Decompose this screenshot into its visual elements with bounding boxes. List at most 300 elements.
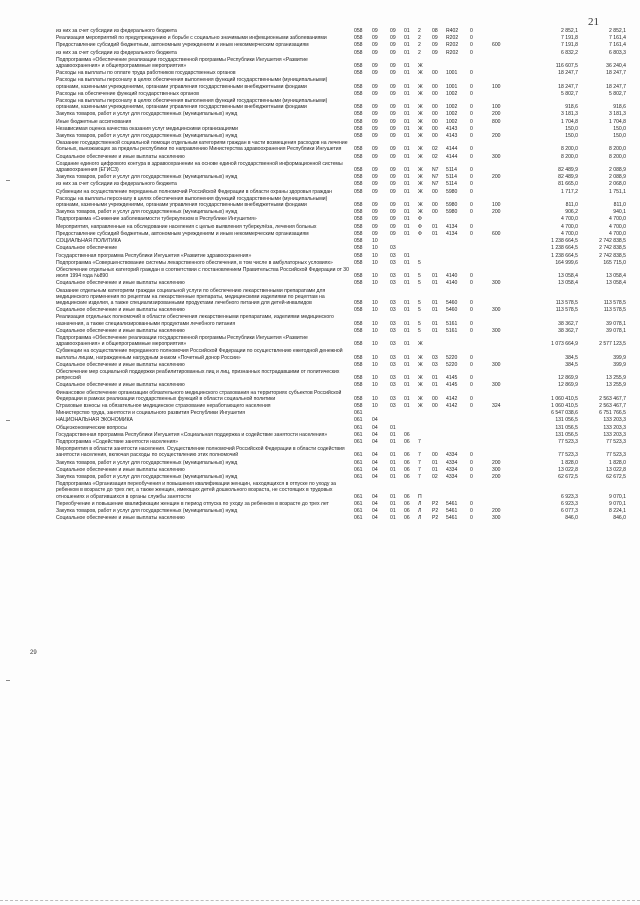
amount-year-1: 150,0 (565, 133, 578, 140)
table-row (56, 231, 626, 238)
code-segment: Ж (418, 133, 423, 140)
code-segment: Ж (418, 402, 423, 409)
table-row (56, 253, 626, 260)
code-segment (418, 238, 432, 244)
row-budget-code (354, 111, 522, 117)
code-segment: 09 (390, 83, 396, 90)
code-segment: 06 (404, 474, 410, 480)
code-segment: Ж (418, 188, 423, 195)
row-budget-code (354, 260, 522, 266)
amount-year-1: 6 832,2 (561, 49, 578, 56)
code-segment: 100 (492, 83, 501, 90)
amount-year-2: 2 563 467,7 (599, 395, 626, 402)
code-segment: 09 (372, 83, 378, 90)
code-segment: 01 (432, 327, 438, 334)
code-segment (432, 417, 446, 423)
row-description: Закупка товаров, работ и услуг для государственных (муниципальных) нужд (56, 508, 238, 515)
code-segment: 5 (418, 320, 421, 327)
row-description: НАЦИОНАЛЬНАЯ ЭКОНОМИКА (56, 417, 133, 424)
row-budget-code (354, 382, 522, 388)
code-segment (432, 494, 446, 500)
row-description: Подпрограмма «Обеспечение реализации государственной программы Республики Ингушетия «Развитие здравоохранения» и общепрограммные мероприятия» (56, 334, 308, 348)
code-segment: 10 (372, 259, 378, 266)
code-segment (492, 91, 514, 97)
code-segment: 09 (390, 28, 396, 34)
code-segment: 04 (372, 515, 378, 522)
code-segment: P2 (432, 500, 439, 507)
code-segment: 061 (354, 508, 363, 515)
code-segment: 09 (390, 111, 396, 118)
code-segment: 061 (354, 493, 363, 500)
code-segment: 058 (354, 361, 363, 368)
code-segment: P2 (432, 508, 439, 515)
code-segment: 04 (372, 466, 378, 473)
code-segment (404, 417, 418, 423)
row-budget-code (354, 300, 522, 306)
code-segment: 0 (470, 508, 473, 515)
code-segment (470, 238, 492, 244)
amount-year-2: 2 088,9 (609, 174, 626, 181)
amount-year-2: 2 577 123,5 (599, 341, 626, 348)
code-segment: R202 (446, 35, 459, 42)
code-segment: 09 (432, 42, 438, 49)
amount-year-1: 77 523,3 (558, 438, 578, 445)
row-budget-code (354, 154, 522, 160)
row-budget-code (354, 174, 522, 180)
code-segment: 08 (432, 28, 438, 34)
code-segment (432, 216, 446, 222)
code-segment (492, 341, 514, 347)
row-budget-code (354, 328, 522, 334)
row-description: Мероприятия в области занятости населения. Осуществление полномочий Российской Федерации в области содействия занятости населения, включая расходы по осуществлению этих полномочий (56, 446, 345, 459)
code-segment: 200 (492, 174, 501, 181)
code-segment: 09 (390, 181, 396, 188)
code-segment: 09 (372, 63, 378, 70)
code-segment: 058 (354, 188, 363, 195)
row-budget-code (354, 70, 522, 76)
table-row (56, 288, 626, 308)
amount-year-1: 1 238 664,5 (551, 238, 578, 245)
amount-year-2: 2 852,1 (609, 28, 626, 34)
code-segment: Ф (418, 216, 422, 223)
code-segment: 09 (432, 49, 438, 56)
code-segment: 0 (470, 70, 473, 77)
code-segment (446, 260, 470, 266)
code-segment: 09 (390, 146, 396, 153)
table-row (56, 42, 626, 49)
table-row (56, 348, 626, 361)
code-segment: 4134 (446, 230, 458, 237)
code-segment: 058 (354, 202, 363, 209)
code-segment: 03 (390, 361, 396, 368)
amount-year-1: 113 578,5 (555, 307, 578, 314)
row-budget-code (354, 375, 522, 381)
code-segment: 04 (372, 459, 378, 466)
code-segment: 0 (470, 111, 473, 118)
row-description: Закупка товаров, работ и услуг для государственных (муниципальных) нужд (56, 459, 238, 466)
row-description: Государственная программа Республики Ингушетия «Социальная поддержка и содействие занятости населения» (56, 431, 328, 438)
code-segment: 09 (390, 174, 396, 181)
code-segment: 058 (354, 354, 363, 361)
code-segment: 00 (432, 111, 438, 118)
code-segment (492, 375, 514, 381)
amount-year-1: 2 852,1 (561, 28, 578, 34)
amount-year-1: 164 999,6 (555, 259, 578, 266)
amount-year-1: 150,0 (565, 125, 578, 132)
code-segment (432, 245, 446, 251)
amount-year-2: 8 200,0 (609, 146, 626, 153)
amount-year-1: 18 247,7 (558, 83, 578, 90)
code-segment: 058 (354, 125, 363, 132)
code-segment: 01 (432, 459, 438, 466)
row-budget-code (354, 508, 522, 514)
row-budget-code (354, 280, 522, 286)
amount-year-1: 6 923,3 (561, 493, 578, 500)
code-segment: 00 (432, 83, 438, 90)
code-segment: 058 (354, 146, 363, 153)
amount-year-2: 6 803,3 (609, 49, 626, 56)
code-segment: 09 (390, 90, 396, 97)
row-description: Обеспечение отдельных категорий граждан в соответствии с постановлением Правительства Российской Федерации от 30 июля 1994 года №890 (56, 266, 349, 280)
row-description: Подпрограмма «Обеспечение реализации государственной программы Республики Ингушетия «Развитие здравоохранения» и общепрограммные мероприятия» (56, 56, 308, 70)
amount-year-1: 113 578,5 (555, 299, 578, 306)
table-row (56, 161, 626, 174)
code-segment: 061 (354, 500, 363, 507)
code-segment: 01 (404, 188, 410, 195)
row-budget-code (354, 467, 522, 473)
row-budget-code (354, 452, 522, 458)
code-segment (492, 126, 514, 132)
code-segment: 02 (432, 474, 438, 480)
code-segment: 01 (404, 375, 410, 382)
row-description: Субвенции на осуществление переданных полномочий Российской Федерации в области охраны здоровья граждан (56, 188, 332, 195)
code-segment (492, 146, 514, 152)
code-segment: 058 (354, 118, 363, 125)
amount-year-1: 77 523,3 (558, 452, 578, 459)
row-budget-code (354, 417, 522, 423)
amount-year-2: 18 247,7 (606, 70, 626, 77)
row-description: Социальное обеспечение и иные выплаты населению (56, 327, 185, 334)
amount-year-1: 6 077,3 (561, 508, 578, 515)
amount-year-2: 1 704,8 (609, 118, 626, 125)
row-budget-code (354, 231, 522, 237)
table-row (56, 515, 626, 522)
code-segment: 04 (372, 474, 378, 480)
code-segment: 09 (372, 118, 378, 125)
code-segment: 100 (492, 104, 501, 111)
code-segment: 01 (404, 223, 410, 230)
code-segment: 04 (372, 417, 378, 424)
amount-year-2: 13 022,8 (606, 466, 626, 473)
table-row (56, 410, 626, 417)
row-budget-code (354, 84, 522, 90)
code-segment: 01 (432, 299, 438, 306)
table-row (56, 91, 626, 98)
code-segment: 09 (372, 230, 378, 237)
code-segment: 0 (470, 146, 473, 153)
code-segment: Ж (418, 90, 423, 97)
code-segment: 0 (470, 188, 473, 195)
amount-year-1: 4 700,0 (561, 230, 578, 237)
code-segment (470, 417, 492, 423)
row-budget-code (354, 355, 522, 361)
code-segment: 04 (372, 431, 378, 438)
table-row (56, 209, 626, 216)
amount-year-1: 918,6 (565, 104, 578, 111)
code-segment: 01 (404, 49, 410, 56)
code-segment: 5980 (446, 188, 458, 195)
code-segment: 01 (404, 382, 410, 389)
code-segment: 01 (404, 395, 410, 402)
code-segment: 01 (390, 452, 396, 459)
amount-year-1: 1 828,0 (561, 459, 578, 466)
row-description: Оказание отдельным категориям граждан социальной услуги по обеспечению лекарственными препаратами для медицинского применения по рецептам на лекарственные препараты, медицинскими изделиями по рецептам на медицинские изделия, а также специализированными продуктами лечебного питания для детей-инвалидов (56, 287, 326, 306)
code-segment: 0 (470, 320, 473, 327)
code-segment: Ж (418, 181, 423, 188)
code-segment: 0 (470, 174, 473, 181)
row-description: из них за счет субсидии из федерального бюджета (56, 181, 177, 188)
row-description: Расходы на выплаты персоналу в целях обеспечения выполнения функций государственными (муниципальными) органами, казенными учреждениями, органами управления государственными внебюджетными фондами (56, 77, 328, 90)
row-description: Реализация мероприятий по предупреждению и борьбе с социально значимыми инфекционными заболеваниями (56, 35, 327, 42)
code-segment: 200 (492, 474, 501, 480)
table-row (56, 189, 626, 196)
code-segment: 058 (354, 83, 363, 90)
code-segment (446, 63, 470, 69)
row-description: Мероприятия, направленные на обследование населения с целью выявления туберкулёза, лечения больных (56, 223, 317, 230)
row-budget-code (354, 35, 522, 41)
table-row (56, 98, 626, 111)
code-segment: 4144 (446, 153, 458, 160)
code-segment: 5980 (446, 202, 458, 209)
code-segment: Ж (418, 341, 423, 348)
amount-year-1: 384,5 (565, 361, 578, 368)
row-description: Субвенции на осуществление переданного полномочия Российской Федерации по осуществлению ежегодной денежной выплаты лицам, награжденным нагрудным знаком «Почетный донор России» (56, 348, 343, 361)
row-description: Подпрограмма «Содействие занятости населения» (56, 438, 179, 445)
code-segment (470, 216, 492, 222)
table-row (56, 216, 626, 223)
code-segment: 09 (390, 63, 396, 70)
code-segment: 03 (390, 341, 396, 348)
row-budget-code (354, 494, 522, 500)
code-segment: 058 (354, 42, 363, 49)
code-segment: N7 (432, 174, 439, 181)
row-description: Расходы на выплаты персоналу в целях обеспечения выполнения функций государственными (муниципальными) органами, казенными учреждениями, органами управления государственными внебюджетными фондами (56, 195, 328, 209)
row-budget-code (354, 28, 522, 34)
code-segment: 09 (372, 111, 378, 118)
amount-year-1: 131 056,5 (555, 417, 578, 424)
amount-year-1: 8 200,0 (561, 153, 578, 160)
code-segment: Ж (418, 63, 423, 70)
code-segment: 09 (372, 216, 378, 223)
code-segment: 061 (354, 466, 363, 473)
code-segment: 01 (404, 280, 410, 287)
code-segment: 01 (404, 209, 410, 216)
table-row (56, 369, 626, 382)
code-segment (492, 35, 514, 41)
margin-tick (6, 680, 10, 681)
code-segment: 01 (432, 466, 438, 473)
row-budget-code (354, 181, 522, 187)
amount-year-1: 131 056,5 (555, 424, 578, 431)
code-segment: Ж (418, 146, 423, 153)
row-description: Закупка товаров, работ и услуг для государственных (муниципальных) нужд (56, 174, 238, 181)
table-row (56, 417, 626, 424)
row-description: Расходы на выплаты персоналу в целях обеспечения выполнения функций государственными (муниципальными) органами, казенными учреждениями, органами управления государственными внебюджетными фондами (56, 98, 328, 111)
amount-year-2: 2 068,0 (609, 181, 626, 188)
code-segment: 058 (354, 395, 363, 402)
code-segment: 10 (372, 375, 378, 382)
amount-year-1: 1 704,8 (561, 118, 578, 125)
code-segment: 0 (470, 474, 473, 480)
code-segment: 5 (418, 273, 421, 280)
amount-year-1: 6 547 038,6 (551, 410, 578, 417)
code-segment (446, 432, 470, 438)
code-segment: 5161 (446, 320, 458, 327)
code-segment: 00 (432, 125, 438, 132)
code-segment: 058 (354, 327, 363, 334)
code-segment: 09 (390, 42, 396, 49)
row-description: Закупка товаров, работ и услуг для государственных (муниципальных) нужд (56, 474, 238, 480)
code-segment (446, 238, 470, 244)
code-segment: 03 (390, 402, 396, 409)
table-row (56, 467, 626, 474)
amount-year-2: 6 751 766,5 (599, 410, 626, 417)
code-segment: 00 (432, 118, 438, 125)
code-segment: 1001 (446, 70, 458, 77)
code-segment: 01 (404, 42, 410, 49)
table-row (56, 390, 626, 403)
amount-year-2: 9 070,1 (609, 500, 626, 507)
table-row (56, 362, 626, 369)
table-row (56, 432, 626, 439)
code-segment: 01 (390, 466, 396, 473)
code-segment (492, 238, 514, 244)
code-segment: 0 (470, 375, 473, 382)
code-segment: 10 (372, 327, 378, 334)
code-segment: 4134 (446, 223, 458, 230)
code-segment: 01 (404, 354, 410, 361)
code-segment: 4334 (446, 466, 458, 473)
amount-year-1: 1 717,2 (561, 188, 578, 195)
amount-year-2: 150,0 (613, 125, 626, 132)
code-segment (492, 300, 514, 306)
code-segment: 01 (404, 181, 410, 188)
amount-year-2: 77 523,3 (606, 452, 626, 459)
code-segment: 5 (418, 299, 421, 306)
code-segment (492, 167, 514, 173)
code-segment: 061 (354, 431, 363, 438)
code-segment: Ж (418, 382, 423, 389)
amount-year-2: 811,0 (613, 202, 626, 209)
row-description: Страховые взносы на обязательное медицинское страхование неработающего населения (56, 402, 271, 409)
code-segment (492, 50, 514, 56)
code-segment: 02 (432, 153, 438, 160)
code-segment: Ж (418, 202, 423, 209)
code-segment: 09 (372, 167, 378, 174)
row-description: Подпрограмма «Организация переобучения и повышения квалификации женщин, находящихся в отпуске по уходу за ребенком в возрасте до трех лет, а также женщин, имеющих детей дошкольного возраста, не состоящих в трудовых отношениях и обратившихся в органы службы занятости (56, 481, 336, 500)
code-segment: 10 (372, 299, 378, 306)
code-segment: 01 (432, 375, 438, 382)
code-segment: 03 (390, 375, 396, 382)
amount-year-2: 39 078,1 (606, 320, 626, 327)
code-segment (470, 494, 492, 500)
code-segment: 5 (418, 259, 421, 266)
code-segment: 0 (470, 307, 473, 314)
code-segment: 09 (372, 153, 378, 160)
code-segment: 01 (390, 431, 396, 438)
row-description: Иные бюджетные ассигнования (56, 118, 132, 125)
row-budget-code (354, 146, 522, 152)
code-segment (446, 245, 470, 251)
code-segment: 09 (372, 28, 378, 34)
code-segment (492, 432, 514, 438)
row-budget-code (354, 119, 522, 125)
code-segment: 0 (470, 452, 473, 459)
row-description: Государственная программа Республики Ингушетия «Развитие здравоохранения» (56, 252, 252, 259)
code-segment: 03 (390, 245, 396, 252)
amount-year-2: 39 078,1 (606, 327, 626, 334)
code-segment (492, 253, 514, 259)
code-segment (492, 410, 514, 416)
amount-year-2: 399,9 (613, 361, 626, 368)
code-segment: 01 (432, 273, 438, 280)
code-segment: 01 (404, 125, 410, 132)
amount-year-1: 4 700,0 (561, 223, 578, 230)
amount-year-1: 62 672,5 (558, 474, 578, 480)
code-segment (446, 494, 470, 500)
code-segment: 0 (470, 28, 473, 34)
table-row (56, 328, 626, 335)
table-row (56, 382, 626, 389)
amount-year-2: 133 203,3 (603, 424, 626, 431)
row-description: Социальное обеспечение и иные выплаты населению (56, 361, 185, 368)
code-segment: 058 (354, 133, 363, 140)
amount-year-1: 13 022,8 (558, 466, 578, 473)
code-segment: 2 (418, 35, 421, 42)
code-segment (470, 253, 492, 259)
code-segment: 058 (354, 238, 363, 245)
amount-year-2: 13 255,9 (606, 382, 626, 389)
table-row (56, 140, 626, 153)
code-segment: N7 (432, 167, 439, 174)
code-segment: Ж (418, 125, 423, 132)
row-budget-code (354, 253, 522, 259)
code-segment (492, 494, 514, 500)
code-segment: 01 (404, 327, 410, 334)
code-segment: Ж (418, 83, 423, 90)
code-segment: 2 (418, 28, 421, 34)
amount-year-2: 5 802,7 (609, 90, 626, 97)
amount-year-1: 4 700,0 (561, 216, 578, 223)
code-segment: Ж (418, 375, 423, 382)
code-segment: 00 (432, 90, 438, 97)
page-bottom-edge (0, 900, 640, 902)
row-description: Подпрограмма «Снижение заболеваемости туберкулезом в Республике Ингушетия» (56, 216, 257, 223)
code-segment: Ж (418, 118, 423, 125)
amount-year-2: 113 578,5 (603, 299, 626, 306)
code-segment: 4145 (446, 375, 458, 382)
code-segment: 0 (470, 515, 473, 522)
code-segment: 058 (354, 90, 363, 97)
code-segment (470, 63, 492, 69)
amount-year-2: 2 742 838,5 (599, 238, 626, 245)
code-segment: 01 (432, 230, 438, 237)
code-segment (492, 181, 514, 187)
code-segment: 00 (432, 133, 438, 140)
code-segment: 09 (372, 35, 378, 42)
code-segment: 5461 (446, 508, 458, 515)
code-segment (492, 439, 514, 445)
